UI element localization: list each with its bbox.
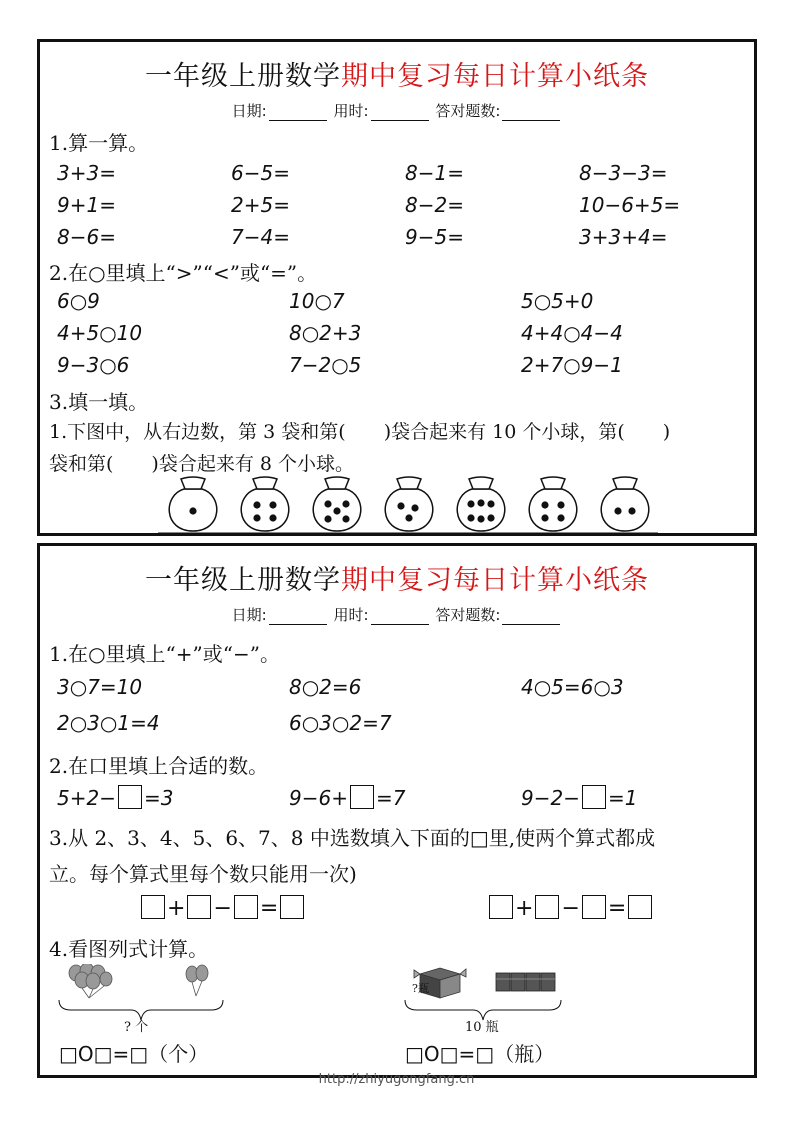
problem-suffix: =3 (143, 786, 174, 810)
math-problem[interactable]: 6−5= (231, 161, 290, 185)
math-problem[interactable]: 4+4○4−4 (521, 321, 623, 345)
math-problem[interactable]: 9+1= (57, 193, 116, 217)
math-problem[interactable]: 3+3+4= (579, 225, 668, 249)
section-2-title: 2.在○里填上“>”“<”或“=”。 (49, 261, 318, 285)
answer-box[interactable] (118, 785, 142, 809)
ball (411, 504, 418, 511)
bag-question-line-2: 袋和第( )袋合起来有 8 个小球。 (49, 453, 354, 475)
math-problem[interactable]: 2○3○1=4 (57, 711, 160, 735)
math-problem[interactable]: 6○3○2=7 (289, 711, 392, 735)
ball (557, 514, 564, 521)
math-problem[interactable]: 2+7○9−1 (521, 353, 623, 377)
math-problem[interactable]: 9−3○6 (57, 353, 130, 377)
ball (541, 514, 548, 521)
answer-box[interactable] (489, 895, 513, 919)
answer-box[interactable] (582, 895, 606, 919)
math-problem[interactable]: 10−6+5= (579, 193, 681, 217)
answer-box[interactable] (187, 895, 211, 919)
math-problem[interactable]: 9−5= (405, 225, 464, 249)
answer-box[interactable] (234, 895, 258, 919)
title-black-text: 一年级上册数学 (145, 565, 341, 596)
problem-prefix: 9−6+ (289, 786, 348, 810)
ball (557, 501, 564, 508)
ball (342, 500, 349, 507)
math-problem[interactable]: 8○2+3 (289, 321, 362, 345)
answer-box[interactable] (535, 895, 559, 919)
footer-url: http://zhiyugongfang.cn (318, 1072, 475, 1087)
bags-picture (158, 475, 658, 537)
correct-label: 答对题数: (435, 102, 501, 120)
math-problem[interactable]: 4+5○10 (57, 321, 143, 345)
ball-bag-icon (241, 477, 289, 531)
math-problem[interactable]: 5○5+0 (521, 289, 594, 313)
bag-question-line-1: 1.下图中，从右边数，第 3 袋和第( )袋合起来有 10 个小球，第( ) (49, 421, 671, 443)
title-red-text: 期中复习每日计算小纸条 (341, 565, 649, 596)
correct-blank[interactable] (502, 610, 560, 625)
ball (628, 507, 635, 514)
ball (467, 514, 474, 521)
time-label: 用时: (333, 102, 369, 120)
answer-box[interactable] (582, 785, 606, 809)
ball (189, 507, 196, 514)
date-label: 日期: (231, 606, 267, 624)
ball (487, 514, 494, 521)
ball (333, 507, 340, 514)
answer-box[interactable] (141, 895, 165, 919)
balloon-bunch-icon (69, 964, 112, 998)
ball (324, 500, 331, 507)
ball-bag-icon (169, 477, 217, 531)
math-problem[interactable]: 10○7 (289, 289, 345, 313)
correct-blank[interactable] (502, 106, 560, 121)
answer-box[interactable] (350, 785, 374, 809)
section-4-title: 4.看图列式计算。 (49, 937, 209, 961)
ball (324, 515, 331, 522)
math-problem[interactable]: 8○2=6 (289, 675, 362, 699)
ball (253, 514, 260, 521)
left-answer-line[interactable]: □O□=□（个） (59, 1042, 209, 1066)
fill-box-problem (57, 785, 173, 810)
left-brace-label: ? 个 (124, 1020, 149, 1035)
answer-box[interactable] (628, 895, 652, 919)
ball (269, 514, 276, 521)
ball (405, 514, 412, 521)
balloon-pair-icon (186, 965, 208, 996)
ball-bag-icon (457, 477, 505, 531)
right-answer-line[interactable]: □O□=□（瓶） (405, 1042, 555, 1066)
section-3-title: 3.填一填。 (49, 390, 149, 414)
card2-title (40, 558, 754, 597)
ball (614, 507, 621, 514)
correct-label: 答对题数: (435, 606, 501, 624)
section-3-line-2: 立。每个算式里每个数只能用一次) (49, 862, 357, 886)
ball (477, 515, 484, 522)
ball-bag-icon (529, 477, 577, 531)
card2-meta (40, 604, 754, 625)
time-blank[interactable] (371, 610, 429, 625)
section-1-title: 1.在○里填上“+”或“−”。 (49, 642, 280, 666)
stacked-boxes-icon (496, 973, 555, 991)
problem-prefix: 5+2− (57, 786, 116, 810)
ball-bag-icon (601, 477, 649, 531)
ball (477, 499, 484, 506)
math-problem[interactable]: 8−6= (57, 225, 116, 249)
worksheet-card-2 (37, 543, 757, 1078)
ball (397, 502, 404, 509)
box-equation-left: + − = (139, 895, 306, 921)
box-equation-right: + − = (487, 895, 654, 921)
box-question-label: ?瓶 (412, 982, 429, 995)
ball (342, 515, 349, 522)
math-problem[interactable]: 3+3= (57, 161, 116, 185)
math-problem[interactable]: 7−4= (231, 225, 290, 249)
section-1-title: 1.算一算。 (49, 131, 149, 155)
section-3-line-1: 3.从 2、3、4、5、6、7、8 中选数填入下面的□里,使两个算式都成 (49, 826, 656, 850)
ball (541, 501, 548, 508)
fill-box-problem (289, 785, 405, 810)
time-label: 用时: (333, 606, 369, 624)
math-problem[interactable]: 8−2= (405, 193, 464, 217)
math-problem[interactable]: 6○9 (57, 289, 100, 313)
problem-suffix: =1 (607, 786, 638, 810)
section-2-title: 2.在口里填上合适的数。 (49, 754, 269, 778)
date-blank[interactable] (269, 106, 327, 121)
title-red-text: 期中复习每日计算小纸条 (341, 61, 649, 92)
problem-prefix: 9−2− (521, 786, 580, 810)
math-problem[interactable]: 8−3−3= (579, 161, 668, 185)
card1-title (40, 54, 754, 93)
math-problem[interactable]: 8−1= (405, 161, 464, 185)
math-problem[interactable]: 7−2○5 (289, 353, 362, 377)
ball (253, 501, 260, 508)
math-problem[interactable]: 4○5=6○3 (521, 675, 624, 699)
ball (467, 500, 474, 507)
fill-box-problem (521, 785, 637, 810)
math-problem[interactable]: 3○7=10 (57, 675, 143, 699)
right-brace-label: 10 瓶 (465, 1020, 499, 1035)
ball-bag-icon (313, 477, 361, 531)
problem-suffix: =7 (375, 786, 406, 810)
card1-meta (40, 100, 754, 121)
date-blank[interactable] (269, 610, 327, 625)
worksheet-card-1 (37, 39, 757, 536)
answer-box[interactable] (280, 895, 304, 919)
time-blank[interactable] (371, 106, 429, 121)
math-problem[interactable]: 2+5= (231, 193, 290, 217)
ball-bag-icon (385, 477, 433, 531)
ball (269, 501, 276, 508)
date-label: 日期: (231, 102, 267, 120)
title-black-text: 一年级上册数学 (145, 61, 341, 92)
ball (487, 500, 494, 507)
